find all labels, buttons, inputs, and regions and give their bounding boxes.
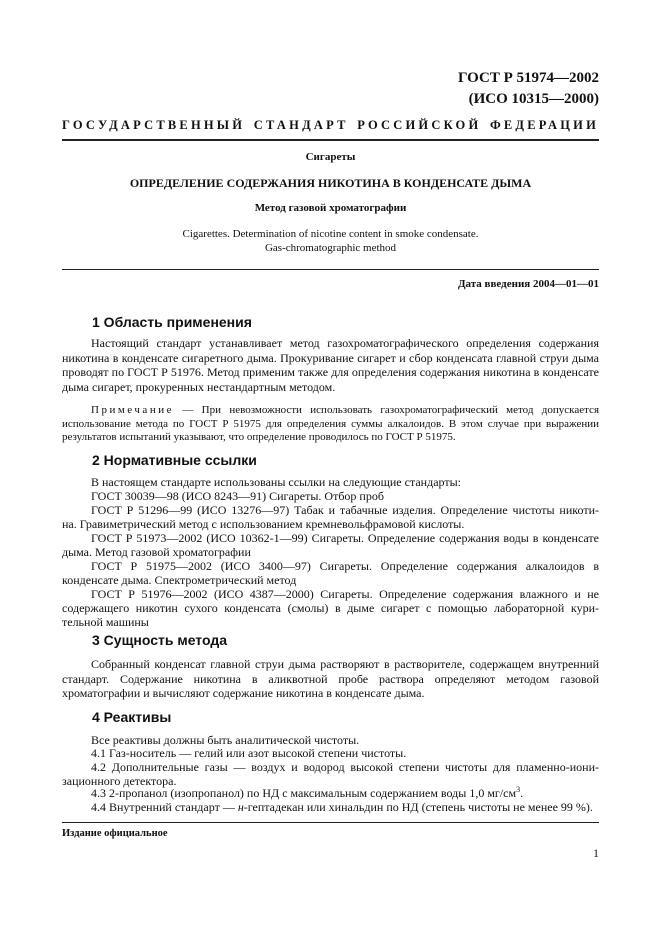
reagent-4-3-text: 4.3 2-пропанол (изопропанол) по НД с максимальным содержанием воды 1,0 мг/см [91, 786, 517, 800]
state-standard-title: ГОСУДАРСТВЕННЫЙ СТАНДАРТ РОССИЙСКОЙ ФЕДЕРАЦИИ [62, 118, 599, 132]
header-rule [62, 139, 599, 141]
reagent-4-3 [62, 786, 599, 801]
reference-gost-51975-line-2: конденсате дыма. Спектрометрический метод [62, 573, 297, 587]
reference-gost-51976-line-2: содержащего никотин сухого конденсата (смолы) в дыме сигарет с помощью лабораторной кури- [62, 601, 599, 615]
reference-gost-51973-line-1: ГОСТ Р 51973—2002 (ИСО 10362-1—99) Сигареты. Определение содержания воды в конденсате [91, 531, 599, 545]
main-title: ОПРЕДЕЛЕНИЕ СОДЕРЖАНИЯ НИКОТИНА В КОНДЕНСАТЕ ДЫМА [129, 176, 532, 190]
reagent-4-3-end: . [520, 786, 524, 800]
note-label: Примечание [91, 404, 174, 416]
reference-gost-51976-line-3: тельной машины [62, 615, 149, 629]
reagent-4-4 [62, 800, 599, 815]
reagent-4-1: 4.1 Газ-носитель — гелий или азот высокой степени чистоты. [91, 746, 407, 760]
footer-rule [62, 822, 599, 823]
references-intro: В настоящем стандарте использованы ссылки на следующие стандарты: [91, 475, 462, 489]
reference-gost-51975-line-1: ГОСТ Р 51975—2002 (ИСО 3400—97) Сигареты. Определение содержания алкалоидов в [91, 559, 599, 573]
reagent-4-4-text-b: -гептадекан или хинальдин по НД (степень чистоты не менее 99 %). [243, 800, 593, 814]
section-3-paragraph: Собранный конденсат главной струи дыма растворяют в растворителе, содержащем внутренний стандарт. Содержание никотина в аликвотной пробе раствора определяют методом газовой хроматографии и вычисляют содержание никотина в конденсате дыма. [62, 657, 599, 700]
iso-number: (ИСО 10315—2000) [468, 91, 599, 107]
reference-gost-51296-line-1: ГОСТ Р 51296—99 (ИСО 13276—97) Табак и табачные изделия. Определение чистоты никоти- [91, 503, 599, 517]
reference-gost-30039: ГОСТ 30039—98 (ИСО 8243—91) Сигареты. Отбор проб [91, 489, 384, 503]
subject-title: Сигареты [305, 151, 356, 163]
title-rule [62, 269, 599, 270]
page-number: 1 [593, 846, 599, 860]
reagent-4-4-text-a: 4.4 Внутренний стандарт — [91, 800, 238, 814]
section-1-heading: 1 Область применения [92, 314, 252, 330]
english-title-line-1: Cigarettes. Determination of nicotine content in smoke condensate. [182, 228, 479, 240]
document-number: ГОСТ Р 51974—2002 [457, 70, 599, 86]
note-text: — При невозможности использовать газохроматографический метод допускается использование метода по ГОСТ Р 51975 для определения суммы алкалоидов. В этом случае при выражении результатов испытаний указывают, что определение проводилось по ГОСТ Р 51975. [62, 404, 599, 443]
introduction-date: Дата введения 2004—01—01 [457, 278, 599, 290]
reagent-4-3-superscript: 3 [516, 785, 521, 794]
section-1-note [62, 404, 599, 445]
section-3-heading: 3 Сущность метода [92, 632, 228, 648]
section-4-heading: 4 Реактивы [92, 709, 172, 725]
reagents-intro: Все реактивы должны быть аналитической чистоты. [91, 733, 360, 747]
method-title: Метод газовой хроматографии [254, 202, 407, 214]
reagent-4-4-italic: н [237, 800, 244, 814]
reference-gost-51976-line-1: ГОСТ Р 51976—2002 (ИСО 4387—2000) Сигареты. Определение содержания влажного и не [91, 587, 599, 601]
section-1-paragraph: Настоящий стандарт устанавливает метод газохроматографического определения содержания никотина в конденсате сигаретного дыма. Прокуривание сигарет и сбор конденсата главной струи дыма проводят по ГОСТ Р 51976. Метод применим также для определения содержания никотина в конденсате дыма сигарет, прокуренных нестандартным методом. [62, 336, 599, 394]
reference-gost-51973-line-2: дыма. Метод газовой хроматографии [62, 545, 251, 559]
reference-gost-51296-line-2: на. Гравиметрический метод с использованием кремневольфрамовой кислоты. [62, 517, 465, 531]
reagent-4-2-line-1: 4.2 Дополнительные газы — воздух и водород высокой степени чистоты для пламенно-иони- [91, 760, 599, 774]
reagent-4-2-line-2: зационного детектора. [62, 774, 177, 788]
section-2-heading: 2 Нормативные ссылки [92, 452, 257, 468]
english-title-line-2: Gas-chromatographic method [264, 242, 397, 254]
official-edition-label: Издание официальное [62, 828, 168, 839]
